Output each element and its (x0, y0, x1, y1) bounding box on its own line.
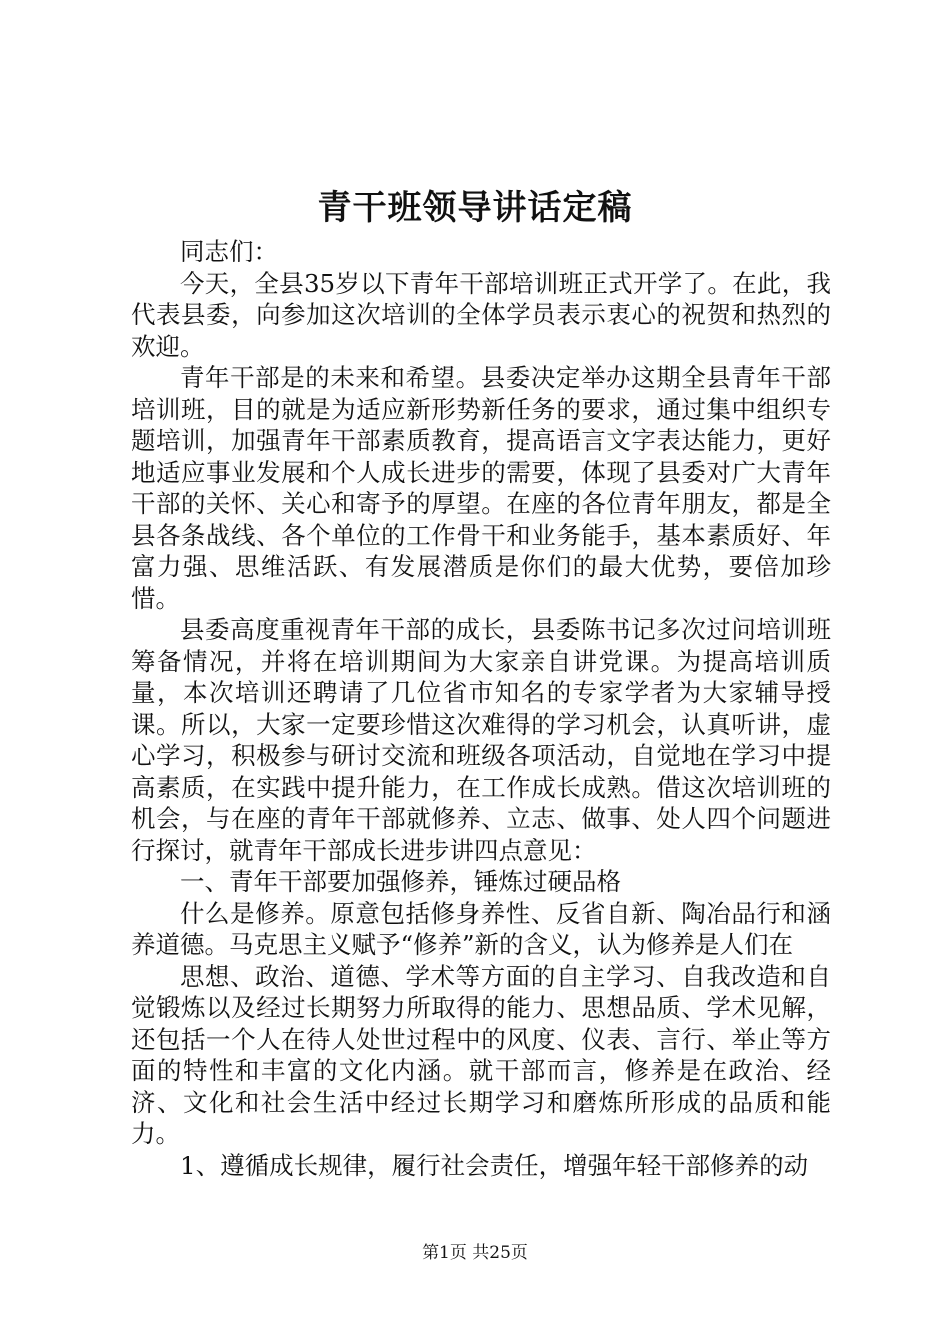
section-heading: 一、青年干部要加强修养，锤炼过硬品格 (180, 867, 621, 896)
paragraph: 今天，全县35岁以下青年干部培训班正式开学了。在此，我代表县委，向参加这次培训的全体学员表示衷心的祝贺和热烈的欢迎。 (131, 268, 831, 361)
paragraph-salutation: 同志们： (180, 237, 278, 266)
page-number-footer: 第1页 共25页 (422, 1243, 528, 1263)
paragraph: 什么是修养。原意包括修身养性、反省自新、陶冶品行和涵养道德。马克思主义赋予“修养”新的含义，认为修养是人们在 (131, 898, 831, 959)
paragraph: 县委高度重视青年干部的成长，县委陈书记多次过问培训班筹备情况，并将在培训期间为大家亲自讲党课。为提高培训质量，本次培训还聘请了几位省市知名的专家学者为大家辅导授课。所以，大家一定要珍惜这次难得的学习机会，认真听讲，虚心学习，积极参与研讨交流和班级各项活动，自觉地在学习中提高素质，在实践中提升能力，在工作成长成熟。借这次培训班的机会，与在座的青年干部就修养、立志、做事、处人四个问题进行探讨，就青年干部成长进步讲四点意见： (131, 615, 831, 865)
document-title: 青干班领导讲话定稿 (317, 188, 633, 228)
paragraph: 青年干部是的未来和希望。县委决定举办这期全县青年干部培训班，目的就是为适应新形势新任务的要求，通过集中组织专题培训，加强青年干部素质教育，提高语言文字表达能力，更好地适应事业发展和个人成长进步的需要，体现了县委对广大青年干部的关怀、关心和寄予的厚望。在座的各位青年朋友，都是全县各条战线、各个单位的工作骨干和业务能手，基本素质好、年富力强、思维活跃、有发展潜质是你们的最大优势，要倍加珍惜。 (131, 363, 831, 613)
paragraph: 思想、政治、道德、学术等方面的自主学习、自我改造和自觉锻炼以及经过长期努力所取得的能力、思想品质、学术见解，还包括一个人在待人处世过程中的风度、仪表、言行、举止等方面的特性和丰富的文化内涵。就干部而言，修养是在政治、经济、文化和社会生活中经过长期学习和磨炼所形成的品质和能力。 (131, 961, 831, 1148)
paragraph: 1、遵循成长规律，履行社会责任，增强年轻干部修养的动 (180, 1150, 809, 1180)
document-body (131, 236, 831, 1181)
